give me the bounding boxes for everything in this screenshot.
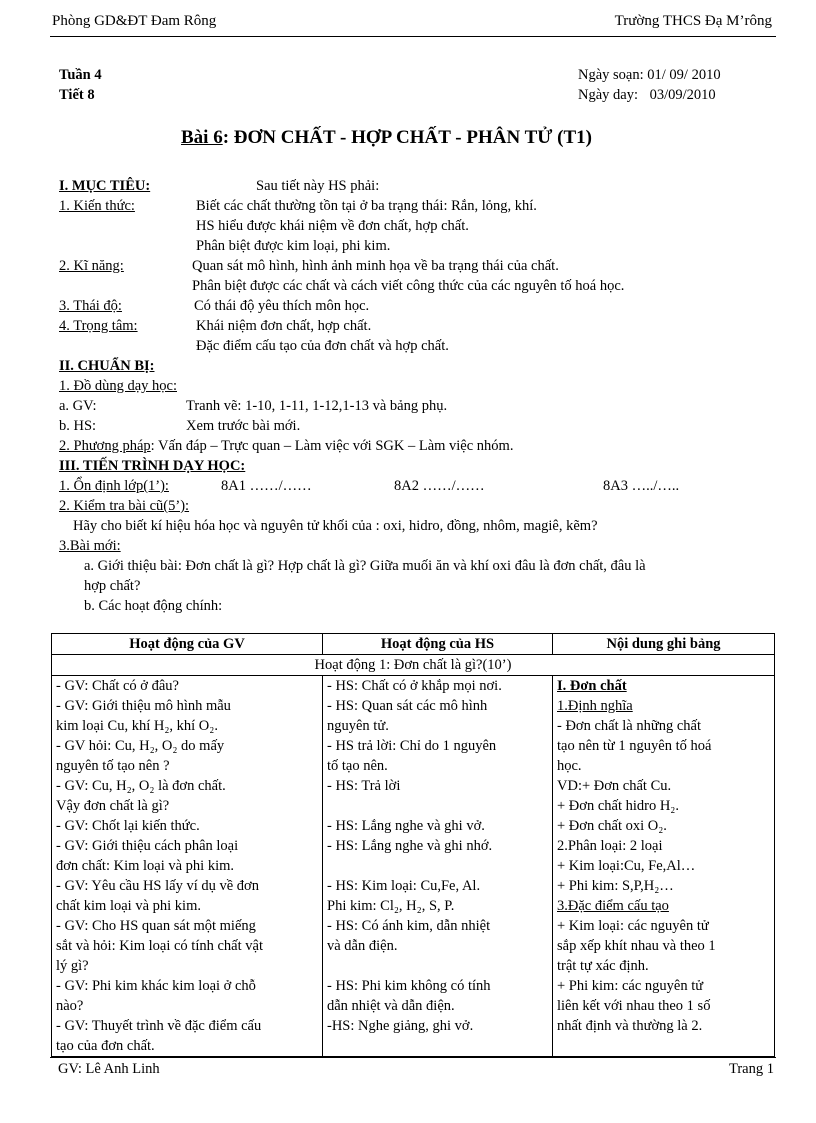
- hs-line: - HS trả lời: Chỉ do 1 nguyên: [327, 738, 497, 754]
- section-3-title: III. TIẾN TRÌNH DẠY HỌC:: [59, 458, 246, 474]
- attitude-label: 3. Thái độ:: [59, 298, 122, 314]
- gv-line: Vậy đơn chất là gì?: [56, 798, 170, 814]
- activity-table: [51, 633, 775, 1057]
- tools-label: 1. Đồ dùng dạy học:: [59, 378, 177, 394]
- teach-date: 03/09/2010: [649, 87, 716, 103]
- method-text: : Vấn đáp – Trực quan – Làm việc với SGK – Làm việc nhóm.: [150, 438, 514, 454]
- order-label: 1. Ổn định lớp(1’):: [59, 478, 169, 494]
- content-line: VD:+ Đơn chất Cu.: [557, 778, 672, 794]
- newlesson-label: 3.Bài mới:: [59, 538, 121, 554]
- hs-line: - HS: Có ánh kim, dẫn nhiệt: [327, 918, 491, 934]
- activity-title: Hoạt động 1: Đơn chất là gì?(10’): [52, 655, 775, 676]
- hs-line: và dẫn điện.: [327, 938, 398, 954]
- skills-label: 2. Kĩ năng:: [59, 258, 124, 274]
- content-line: - Đơn chất là những chất: [557, 718, 701, 734]
- lesson-title: [181, 127, 592, 149]
- focus-line: Khái niệm đơn chất, hợp chất.: [196, 318, 372, 334]
- section-2-title: II. CHUẨN BỊ:: [59, 358, 155, 374]
- gv-line: - GV: Thuyết trình về đặc điểm cấu: [56, 1018, 262, 1034]
- newlesson-intro: a. Giới thiệu bài: Đơn chất là gì? Hợp chất là gì? Giữa muối ăn và khí oxi đâu là đơn chất, đâu là: [84, 558, 646, 574]
- method-label: 2. Phương pháp: [59, 438, 151, 454]
- activity-row: [52, 655, 775, 676]
- gv-line: kim loại Cu, khí H₂, khí O₂.: [56, 718, 218, 734]
- content-column: [553, 676, 775, 1057]
- header-content: Nội dung ghi bảng: [553, 634, 775, 655]
- lesson-name: : ĐƠN CHẤT - HỢP CHẤT - PHÂN TỬ (T1): [222, 127, 592, 148]
- teach-date-line: [578, 87, 716, 104]
- hs-line: [327, 856, 548, 876]
- order-class-3: 8A3 …../…..: [603, 478, 680, 494]
- content-line: 1.Định nghĩa: [557, 698, 633, 714]
- lesson-number: Bài 6: [181, 127, 223, 148]
- header-left: Phòng GD&ĐT Đam Rông: [52, 13, 217, 29]
- content-line: + Đơn chất oxi O₂.: [557, 818, 667, 834]
- hs-line: nguyên tử.: [327, 718, 389, 734]
- tools-gv-text: Tranh vẽ: 1-10, 1-11, 1-12,1-13 và bảng phụ.: [186, 398, 448, 414]
- content-line: + Phi kim: các nguyên tử: [557, 978, 704, 994]
- focus-line: Đặc điểm cấu tạo của đơn chất và hợp chất.: [196, 338, 449, 354]
- tools-gv-label: a. GV:: [59, 398, 97, 414]
- gv-line: - GV: Giới thiệu cách phân loại: [56, 838, 239, 854]
- hs-line: - HS: Chất có ở khắp mọi nơi.: [327, 678, 502, 694]
- gv-line: - GV: Yêu cầu HS lấy ví dụ về đơn: [56, 878, 259, 894]
- knowledge-line: HS hiểu được khái niệm về đơn chất, hợp chất.: [196, 218, 469, 234]
- gv-line: - GV: Cho HS quan sát một miếng: [56, 918, 256, 934]
- gv-column: [52, 676, 323, 1057]
- knowledge-label: 1. Kiến thức:: [59, 198, 135, 214]
- hs-line: dẫn nhiệt và dẫn điện.: [327, 998, 455, 1014]
- newlesson-activities: b. Các hoạt động chính:: [84, 598, 223, 614]
- gv-line: - GV: Cu, H₂, O₂ là đơn chất.: [56, 778, 226, 794]
- hs-line: - HS: Lắng nghe và ghi vở.: [327, 818, 485, 834]
- hs-line: [327, 1036, 548, 1056]
- prep-label: Ngày soạn:: [578, 67, 644, 83]
- header-right: Trường THCS Đạ M’rông: [614, 13, 772, 29]
- prep-date: 01/ 09/ 2010: [647, 67, 721, 83]
- check-label: 2. Kiểm tra bài cũ(5’):: [59, 498, 190, 514]
- gv-line: nào?: [56, 998, 84, 1014]
- teach-label: Ngày day:: [578, 87, 638, 103]
- skills-line: Phân biệt được các chất và cách viết công thức của các nguyên tố hoá học.: [192, 278, 625, 294]
- hs-line: tố tạo nên.: [327, 758, 388, 774]
- hs-line: - HS: Phi kim không có tính: [327, 978, 491, 994]
- tools-hs-label: b. HS:: [59, 418, 97, 434]
- hs-line: - HS: Trả lời: [327, 778, 401, 794]
- focus-label: 4. Trọng tâm:: [59, 318, 138, 334]
- content-line: [557, 1036, 770, 1056]
- gv-line: tạo của đơn chất.: [56, 1038, 155, 1054]
- content-line: nhất định và thường là 2.: [557, 1018, 703, 1034]
- header-gv: Hoạt động của GV: [52, 634, 323, 655]
- content-line: tạo nên từ 1 nguyên tố hoá: [557, 738, 712, 754]
- attitude-text: Có thái độ yêu thích môn học.: [194, 298, 370, 314]
- hs-line: - HS: Lắng nghe và ghi nhớ.: [327, 838, 493, 854]
- section-1-intro: Sau tiết này HS phải:: [256, 178, 380, 194]
- content-line: sắp xếp khít nhau và theo 1: [557, 938, 716, 954]
- hs-line: - HS: Quan sát các mô hình: [327, 698, 488, 714]
- method-line: [59, 437, 513, 456]
- gv-line: - GV: Phi kim khác kim loại ở chỗ: [56, 978, 256, 994]
- hs-line: [327, 956, 548, 976]
- content-line: + Phi kim: S,P,H₂…: [557, 878, 674, 894]
- week: Tuần 4: [59, 67, 102, 83]
- newlesson-intro-cont: hợp chất?: [84, 578, 141, 594]
- content-line: 2.Phân loại: 2 loại: [557, 838, 663, 854]
- content-line: + Kim loại:Cu, Fe,Al…: [557, 858, 696, 874]
- prep-date-line: [578, 67, 721, 84]
- content-line: 3.Đặc điểm cấu tạo: [557, 898, 669, 914]
- gv-line: sắt và hỏi: Kim loại có tính chất vật: [56, 938, 263, 954]
- knowledge-line: Phân biệt được kim loại, phi kim.: [196, 238, 391, 254]
- header-rule: [50, 36, 776, 37]
- tools-hs-text: Xem trước bài mới.: [186, 418, 301, 434]
- skills-line: Quan sát mô hình, hình ảnh minh họa về ba trạng thái của chất.: [192, 258, 559, 274]
- header-hs: Hoạt động của HS: [323, 634, 553, 655]
- order-class-1: 8A1 ……/……: [221, 478, 312, 494]
- content-line: + Đơn chất hidro H₂.: [557, 798, 679, 814]
- gv-line: chất kim loại và phi kim.: [56, 898, 201, 914]
- gv-line: nguyên tố tạo nên ?: [56, 758, 170, 774]
- footer-right: Trang 1: [729, 1061, 774, 1077]
- knowledge-line: Biết các chất thường tồn tại ở ba trạng thái: Rắn, lỏng, khí.: [196, 198, 537, 214]
- hs-line: Phi kim: Cl₂, H₂, S, P.: [327, 898, 455, 914]
- section-1-title: I. MỤC TIÊU:: [59, 178, 151, 194]
- hs-line: -HS: Nghe giảng, ghi vở.: [327, 1018, 474, 1034]
- hs-column: [323, 676, 553, 1057]
- gv-line: lý gì?: [56, 958, 89, 974]
- gv-line: - GV: Giới thiệu mô hình mẫu: [56, 698, 231, 714]
- content-line: I. Đơn chất: [557, 678, 627, 694]
- footer-rule: [50, 1057, 776, 1058]
- footer-left: GV: Lê Anh Linh: [58, 1061, 160, 1077]
- gv-line: - GV: Chất có ở đâu?: [56, 678, 179, 694]
- hs-line: [327, 796, 548, 816]
- content-line: liên kết với nhau theo 1 số: [557, 998, 711, 1014]
- period: Tiết 8: [59, 87, 95, 103]
- content-line: + Kim loại: các nguyên tử: [557, 918, 709, 934]
- gv-line: - GV hỏi: Cu, H₂, O₂ do mấy: [56, 738, 225, 754]
- gv-line: - GV: Chốt lại kiến thức.: [56, 818, 200, 834]
- gv-line: đơn chất: Kim loại và phi kim.: [56, 858, 235, 874]
- table-header-row: [52, 634, 775, 655]
- check-text: Hãy cho biết kí hiệu hóa học và nguyên tử khối của : oxi, hidro, đồng, nhôm, magiê, kẽm?: [73, 518, 598, 534]
- content-line: học.: [557, 758, 582, 774]
- hs-line: - HS: Kim loại: Cu,Fe, Al.: [327, 878, 481, 894]
- table-body-row: [52, 676, 775, 1057]
- content-line: trật tự xác định.: [557, 958, 649, 974]
- order-class-2: 8A2 ……/……: [394, 478, 485, 494]
